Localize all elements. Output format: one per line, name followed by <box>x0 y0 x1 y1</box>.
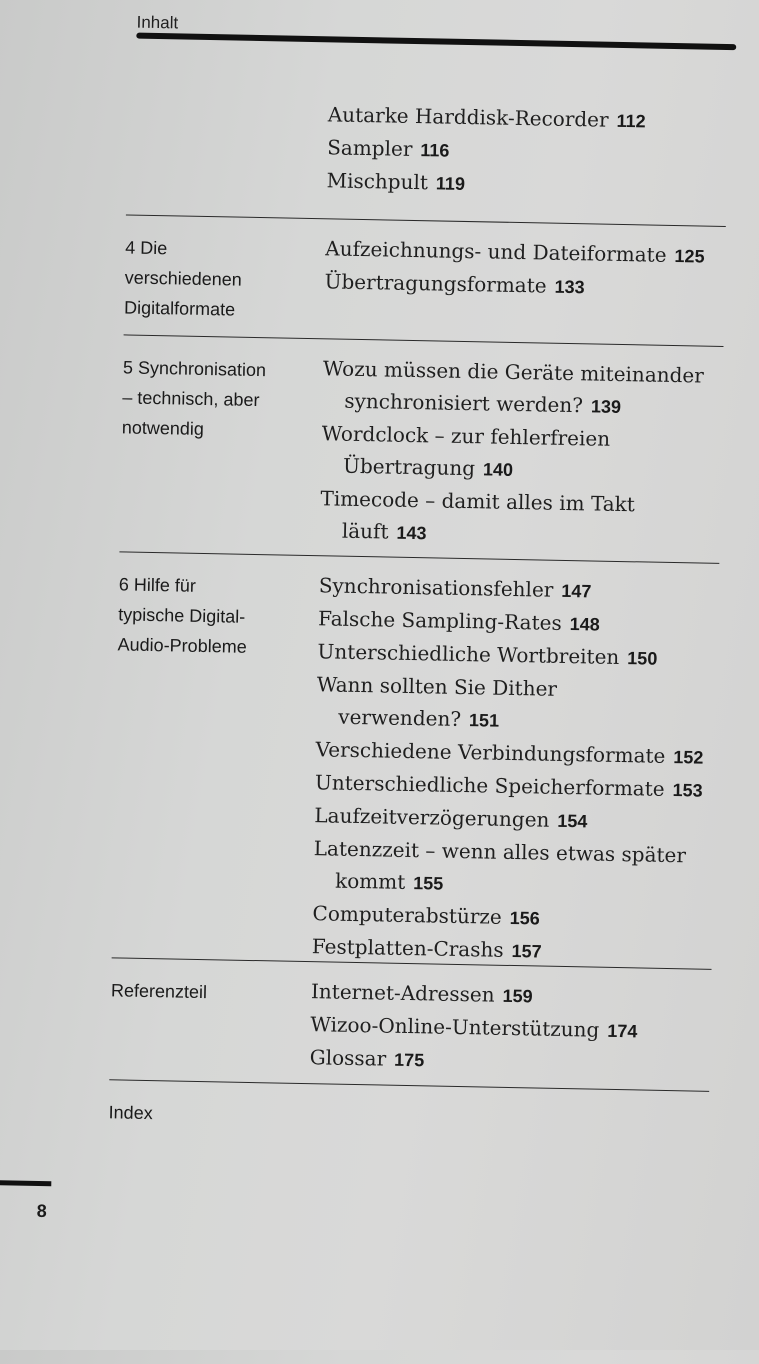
entry-title-line: Verschiedene Verbindungsformate <box>315 737 666 768</box>
entry-page-number: 119 <box>435 173 466 194</box>
entry-page-number: 174 <box>607 1020 638 1042</box>
entry-title-line: synchronisiert werden? 139 <box>344 388 622 418</box>
entry-title-line: Wann sollten Sie Dither <box>316 672 558 701</box>
toc-entry <box>326 164 747 205</box>
entry-title-line: Computerabstürze <box>312 901 503 929</box>
entry-page-number: 159 <box>502 985 533 1007</box>
entry-page-number: 143 <box>396 522 427 544</box>
entry-title-line: Unterschiedliche Wortbreiten <box>317 639 620 670</box>
entry-title-line: Internet-Adressen <box>310 979 495 1007</box>
entry-title-line: Wizoo-Online-Unterstützung <box>310 1012 600 1042</box>
section-divider <box>119 551 719 564</box>
footer-rule <box>0 1180 51 1186</box>
toc-entry <box>309 1041 730 1082</box>
toc-entry <box>313 832 734 905</box>
section-title-line: Index <box>108 1102 153 1124</box>
section-title-line: Digitalformate <box>123 297 236 320</box>
entry-title-line: Aufzeichnungs- und Dateiformate <box>325 236 667 267</box>
entry-page-number: 148 <box>569 614 600 635</box>
entry-title-line: kommt 155 <box>334 868 444 894</box>
section-title <box>111 975 292 1008</box>
entry-title-line: Falsche Sampling-Rates <box>317 606 562 635</box>
section-title-line: typische Digital- <box>118 604 246 627</box>
entry-page-number: 112 <box>616 110 646 132</box>
toc-entry <box>321 417 742 490</box>
section-title-line: notwendig <box>121 417 205 439</box>
entry-title-line: Übertragungsformate <box>324 269 547 298</box>
entry-title-line: Sampler <box>327 135 413 161</box>
section-entries <box>312 569 739 971</box>
entry-page-number: 139 <box>590 396 622 417</box>
continued-entries <box>326 98 748 205</box>
entry-page-number: 133 <box>554 276 585 298</box>
section-title <box>108 1097 289 1130</box>
entry-page-number: 116 <box>420 140 450 161</box>
section-title-line: 6 Hilfe für <box>118 574 197 596</box>
section-title-line: 4 Die <box>125 237 168 259</box>
entry-page-number: 156 <box>509 907 540 929</box>
entry-page-number: 155 <box>413 873 444 894</box>
entry-title-line: Autarke Harddisk-Recorder <box>327 102 609 132</box>
header-rule <box>136 33 736 51</box>
entry-page-number: 153 <box>672 780 703 801</box>
entry-title-line: Mischpult <box>326 168 429 195</box>
entry-title-line: Wozu müssen die Geräte miteinander <box>322 356 705 388</box>
entry-title-line: Synchronisationsfehler <box>318 573 554 602</box>
entry-page-number: 154 <box>557 810 588 832</box>
entry-title-line: Unterschiedliche Speicherformate <box>314 770 665 801</box>
section-entries <box>324 232 745 306</box>
section-title-line: verschiedenen <box>124 267 242 290</box>
section-title-line: Referenzteil <box>110 980 208 1003</box>
entry-title-line: verwenden? 151 <box>338 704 500 731</box>
section-divider <box>109 1079 709 1092</box>
entry-title-line: Latenzzeit – wenn alles etwas später <box>313 836 687 868</box>
section-title <box>122 352 304 445</box>
entry-title-line: Glossar <box>309 1045 387 1071</box>
entry-page-number: 147 <box>561 580 592 602</box>
section-title <box>124 232 306 325</box>
entry-page-number: 152 <box>673 747 704 768</box>
entry-title-line: Laufzeitverzögerungen <box>314 803 550 832</box>
section-title <box>117 569 299 662</box>
entry-page-number: 151 <box>468 710 500 731</box>
section-entries <box>309 1097 729 1105</box>
entry-page-number: 125 <box>674 245 705 267</box>
section-entries <box>320 352 744 555</box>
toc-entry <box>320 482 741 555</box>
section-entries <box>309 975 731 1082</box>
toc-entry <box>322 352 743 425</box>
running-header: Inhalt <box>136 12 179 33</box>
entry-title-line: Festplatten-Crashs <box>311 934 504 962</box>
page-number: 8 <box>36 1200 47 1222</box>
section-divider <box>124 334 724 347</box>
section-divider <box>126 214 726 227</box>
entry-title-line: Übertragung 140 <box>342 453 514 481</box>
section-title-line: Audio-Probleme <box>117 634 247 657</box>
entry-title-line: läuft 143 <box>341 518 427 544</box>
entry-title-line: Timecode – damit alles im Takt <box>320 486 636 517</box>
entry-title-line: Wordclock – zur fehlerfreien <box>321 421 611 451</box>
toc-entry <box>316 668 737 741</box>
section-title-line: – technisch, aber <box>122 387 260 411</box>
entry-page-number: 140 <box>482 459 514 480</box>
entry-page-number: 175 <box>393 1049 425 1071</box>
entry-page-number: 157 <box>511 940 542 962</box>
entry-page-number: 150 <box>627 648 658 669</box>
section-title-line: 5 Synchronisation <box>122 357 267 381</box>
